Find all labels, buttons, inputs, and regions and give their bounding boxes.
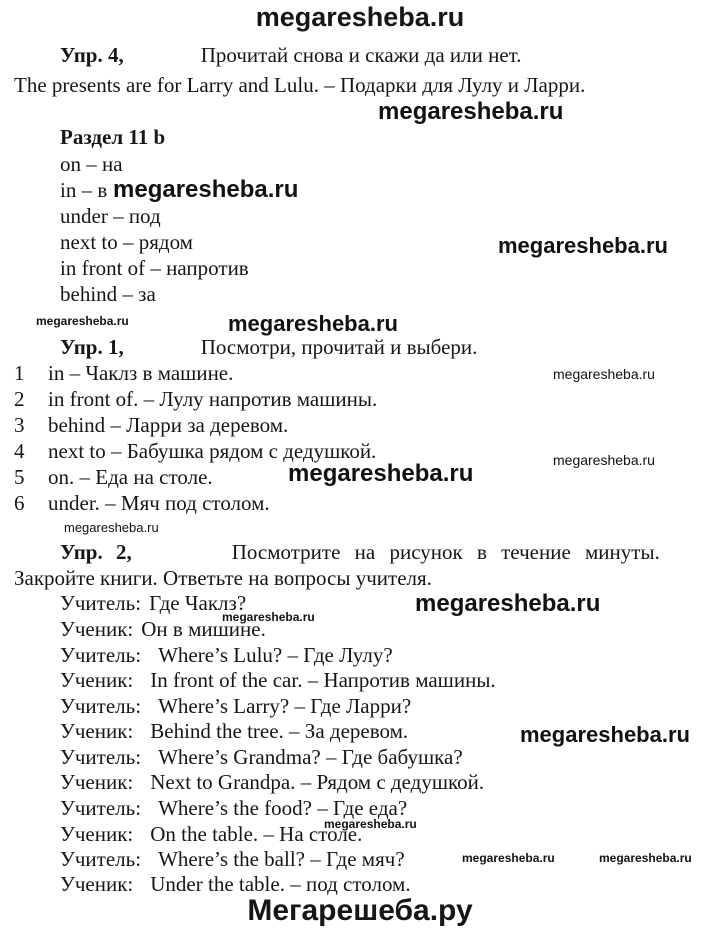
watermark-megaresheba: megaresheba.ru [520,722,690,747]
dialog-speaker: Ученик: [60,770,134,794]
item-text: next to – Бабушка рядом с дедушкой. [48,439,377,463]
dialog-text: Where’s Larry? – Где Ларри? [158,694,412,718]
dialog-speaker: Учитель: [60,847,142,871]
dialog-speaker: Ученик: [60,872,134,896]
list-item [14,414,288,437]
list-item [14,388,377,411]
watermark-megaresheba: megaresheba.ru [498,233,668,258]
dialog-row [60,746,463,769]
item-text: behind – Ларри за деревом. [48,413,289,437]
exercise-4-answer: The presents are for Larry and Lulu. – Подарки для Лулу и Ларри. [14,73,586,97]
section-title: Раздел 11 b [60,125,166,149]
dialog-text: Next to Grandpa. – Рядом с дедушкой. [150,770,485,794]
dialog-row [60,695,411,718]
item-number: 6 [14,491,25,515]
watermark-megaresheba: megaresheba.ru [599,851,692,865]
dialog-text: Under the table. – под столом. [150,872,411,896]
dialog-row [60,873,411,896]
watermark-megaresheba: megaresheba.ru [462,851,555,865]
dialog-text: Behind the tree. – За деревом. [150,719,409,743]
vocab-item: next to – рядом [60,230,193,254]
dialog-text: Where’s the ball? – Где мяч? [158,847,405,871]
vocab-item: on – на [60,152,123,176]
watermark-megaresheba: megaresheba.ru [36,314,129,328]
list-item [14,362,233,385]
exercise-4-label: Упр. 4, [60,43,124,67]
watermark-megaresheba: megaresheba.ru [324,817,417,831]
item-number: 5 [14,465,25,489]
list-item [14,492,270,515]
dialog-text: On the table. – На столе. [150,822,363,846]
dialog-text: Where’s Grandma? – Где бабушка? [158,745,463,769]
dialog-speaker: Учитель: [60,694,142,718]
item-number: 3 [14,413,25,437]
watermark-megaresheba: megaresheba.ru [288,460,474,487]
dialog-speaker: Учитель: [60,796,142,820]
vocab-item: in – в [60,178,108,202]
exercise-2-instruction-line2: Закройте книги. Ответьте на вопросы учителя. [14,566,432,590]
dialog-speaker: Учитель: [60,643,142,667]
dialog-row [60,592,246,615]
exercise-2-header [60,541,660,564]
exercise-1-label: Упр. 1, [60,335,124,359]
dialog-speaker: Учитель: [60,591,142,615]
item-number: 2 [14,387,25,411]
exercise-1-instruction: Посмотри, прочитай и выбери. [200,335,478,359]
watermark-megaresheba: megaresheba.ru [415,590,601,617]
exercise-1-header [60,336,477,359]
dialog-row [60,644,393,667]
watermark-megaresheba: megaresheba.ru [64,520,159,535]
dialog-row [60,720,408,743]
exercise-2-instruction-line1: Посмотрите на рисунок в течение минуты. [231,540,660,564]
item-text: in – Чаклз в машине. [48,361,234,385]
watermark-megaresheba: megaresheba.ru [378,98,564,125]
exercise-4-instruction: Прочитай снова и скажи да или нет. [200,43,522,67]
dialog-row [60,823,362,846]
exercise-2-label: Упр. 2, [60,540,132,564]
vocab-item: in front of – напротив [60,256,249,280]
dialog-text: Он в мишине. [141,617,266,641]
dialog-speaker: Ученик: [60,617,134,641]
site-brand-footer: Мегарешеба.ру [247,894,473,927]
watermark-megaresheba: megaresheba.ru [228,311,398,336]
dialog-speaker: Ученик: [60,822,134,846]
dialog-text: Where’s Lulu? – Где Лулу? [158,643,393,667]
exercise-4-header [60,44,522,67]
watermark-megaresheba: megaresheba.ru [113,176,299,203]
dialog-row [60,669,496,692]
item-number: 4 [14,439,25,463]
dialog-speaker: Ученик: [60,719,134,743]
watermark-megaresheba: megaresheba.ru [553,366,655,382]
list-item [14,466,213,489]
watermark-megaresheba: megaresheba.ru [222,610,315,624]
dialog-text: In front of the car. – Напротив машины. [150,668,496,692]
dialog-speaker: Ученик: [60,668,134,692]
dialog-text: Где Чаклз? [149,591,247,615]
item-number: 1 [14,361,25,385]
item-text: in front of. – Лулу напротив машины. [48,387,378,411]
dialog-row [60,848,405,871]
vocab-item: behind – за [60,282,156,306]
site-brand-header: megaresheba.ru [255,2,465,32]
item-text: on. – Еда на столе. [48,465,213,489]
dialog-row [60,771,484,794]
vocab-item: under – под [60,204,161,228]
item-text: under. – Мяч под столом. [48,491,270,515]
dialog-speaker: Учитель: [60,745,142,769]
watermark-megaresheba: megaresheba.ru [553,452,655,468]
dialog-text: Where’s the food? – Где еда? [158,796,408,820]
